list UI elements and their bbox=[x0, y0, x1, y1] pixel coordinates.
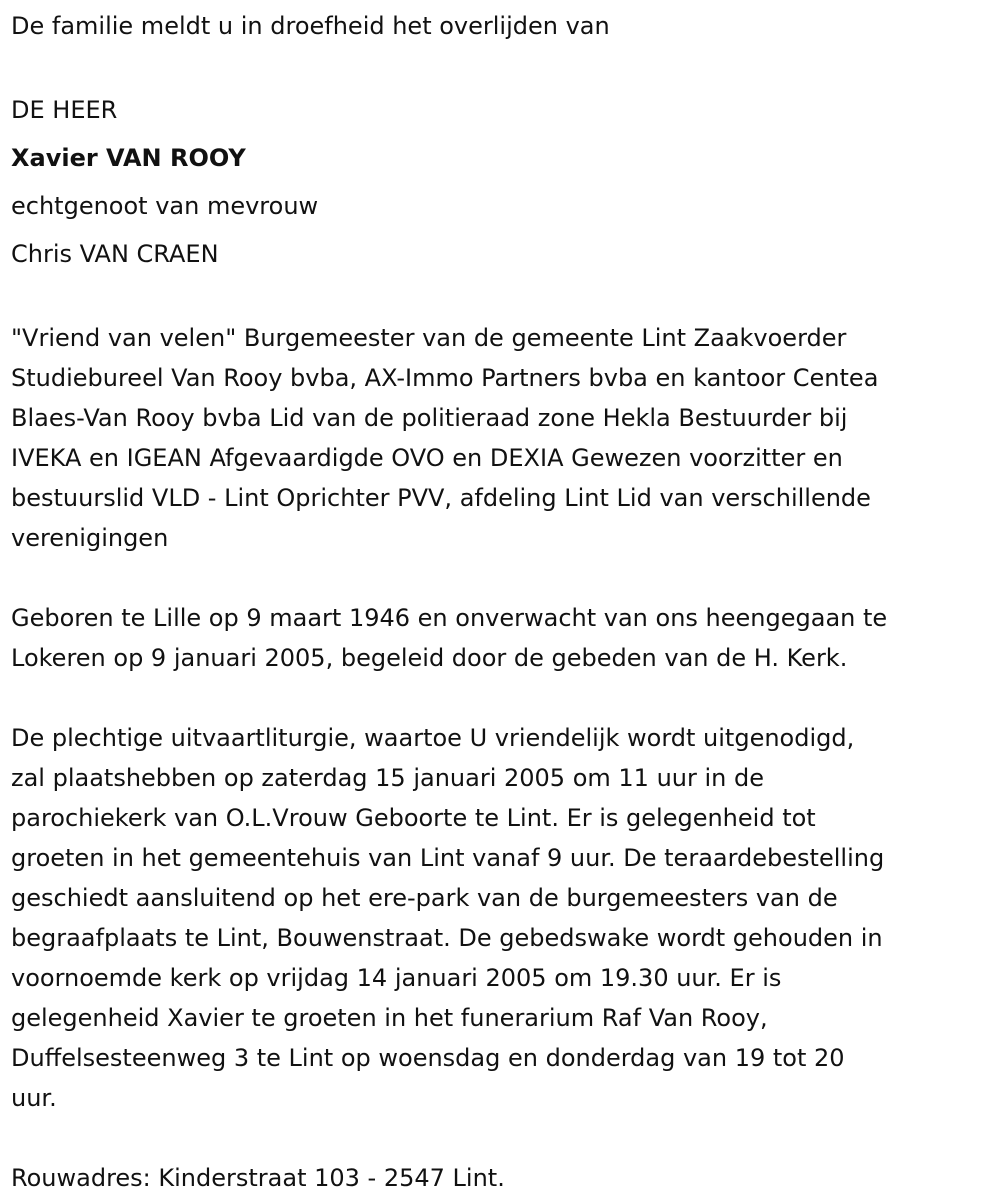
funeral-line: begraafplaats te Lint, Bouwenstraat. De gebedswake wordt gehouden in bbox=[11, 924, 883, 952]
funeral-line: parochiekerk van O.L.Vrouw Geboorte te Lint. Er is gelegenheid tot bbox=[11, 804, 816, 832]
roles-line: "Vriend van velen" Burgemeester van de gemeente Lint Zaakvoerder bbox=[11, 324, 847, 352]
roles-paragraph bbox=[11, 318, 990, 558]
funeral-line: gelegenheid Xavier te groeten in het funerarium Raf Van Rooy, bbox=[11, 1004, 768, 1032]
funeral-line: zal plaatshebben op zaterdag 15 januari 2005 om 11 uur in de bbox=[11, 764, 764, 792]
funeral-line: geschiedt aansluitend op het ere-park van de burgemeesters van de bbox=[11, 884, 838, 912]
section-gap bbox=[11, 278, 990, 318]
funeral-line: groeten in het gemeentehuis van Lint vanaf 9 uur. De teraardebestelling bbox=[11, 844, 885, 872]
funeral-line: Duffelsesteenweg 3 te Lint op woensdag en donderdag van 19 tot 20 bbox=[11, 1044, 845, 1072]
spouse-name: Chris VAN CRAEN bbox=[11, 240, 219, 268]
roles-line: bestuurslid VLD - Lint Oprichter PVV, afdeling Lint Lid van verschillende bbox=[11, 484, 871, 512]
relation-text: echtgenoot van mevrouw bbox=[11, 192, 319, 220]
roles-line: IVEKA en IGEAN Afgevaardigde OVO en DEXIA Gewezen voorzitter en bbox=[11, 444, 843, 472]
section-gap bbox=[11, 1118, 990, 1158]
intro-text: De familie meldt u in droefheid het overlijden van bbox=[11, 12, 610, 40]
birth-death-line: Lokeren op 9 januari 2005, begeleid door de gebeden van de H. Kerk. bbox=[11, 644, 848, 672]
birth-death-line: Geboren te Lille op 9 maart 1946 en onverwacht van ons heengegaan te bbox=[11, 604, 888, 632]
funeral-line: De plechtige uitvaartliturgie, waartoe U vriendelijk wordt uitgenodigd, bbox=[11, 724, 855, 752]
honorific: DE HEER bbox=[11, 96, 118, 124]
deceased-name: Xavier VAN ROOY bbox=[11, 144, 246, 172]
section-gap bbox=[11, 558, 990, 598]
roles-line: Studiebureel Van Rooy bvba, AX-Immo Partners bvba en kantoor Centea bbox=[11, 364, 879, 392]
roles-line: Blaes-Van Rooy bvba Lid van de politieraad zone Hekla Bestuurder bij bbox=[11, 404, 848, 432]
mourning-address: Rouwadres: Kinderstraat 103 - 2547 Lint. bbox=[11, 1164, 505, 1192]
birth-death-paragraph bbox=[11, 598, 990, 678]
section-gap bbox=[11, 678, 990, 718]
roles-line: verenigingen bbox=[11, 524, 169, 552]
funeral-paragraph bbox=[11, 718, 990, 1118]
funeral-line: voornoemde kerk op vrijdag 14 januari 2005 om 19.30 uur. Er is bbox=[11, 964, 782, 992]
funeral-line: uur. bbox=[11, 1084, 57, 1112]
